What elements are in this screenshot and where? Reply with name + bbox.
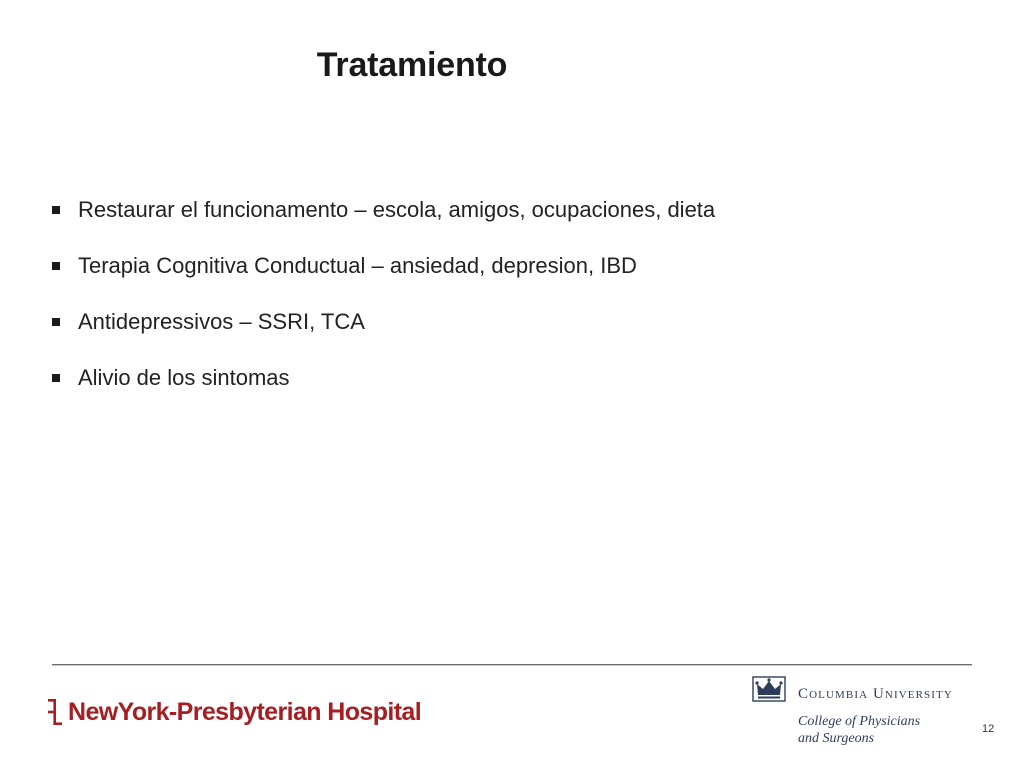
square-bullet-icon [52,318,60,326]
page-number: 12 [982,723,995,735]
nyp-bracket-icon [48,697,62,727]
columbia-logo [752,674,982,754]
square-bullet-icon [52,262,60,270]
bullet-text: Terapia Cognitiva Conductual – ansiedad, depresion, IBD [78,253,637,278]
square-bullet-icon [52,206,60,214]
crown-icon [752,676,786,702]
square-bullet-icon [52,374,60,382]
footer-divider [52,664,972,666]
bullet-item [52,307,715,337]
bullet-text: Alivio de los sintomas [78,365,290,390]
college-line-2: and Surgeons [798,731,875,746]
bullet-text: Restaurar el funcionamento – escola, amigos, ocupaciones, dieta [78,197,716,222]
bullet-item [52,195,715,225]
bullet-list [52,195,715,419]
columbia-university-name: Columbia University [798,686,953,702]
nyp-logo [48,692,421,732]
bullet-item [52,251,715,281]
bullet-text: Antidepressivos – SSRI, TCA [78,309,365,334]
nyp-wordmark: NewYork-Presbyterian Hospital [68,697,422,726]
slide-title: Tratamiento [316,46,508,84]
bullet-item [52,363,715,393]
college-line-1: College of Physicians [798,714,921,729]
